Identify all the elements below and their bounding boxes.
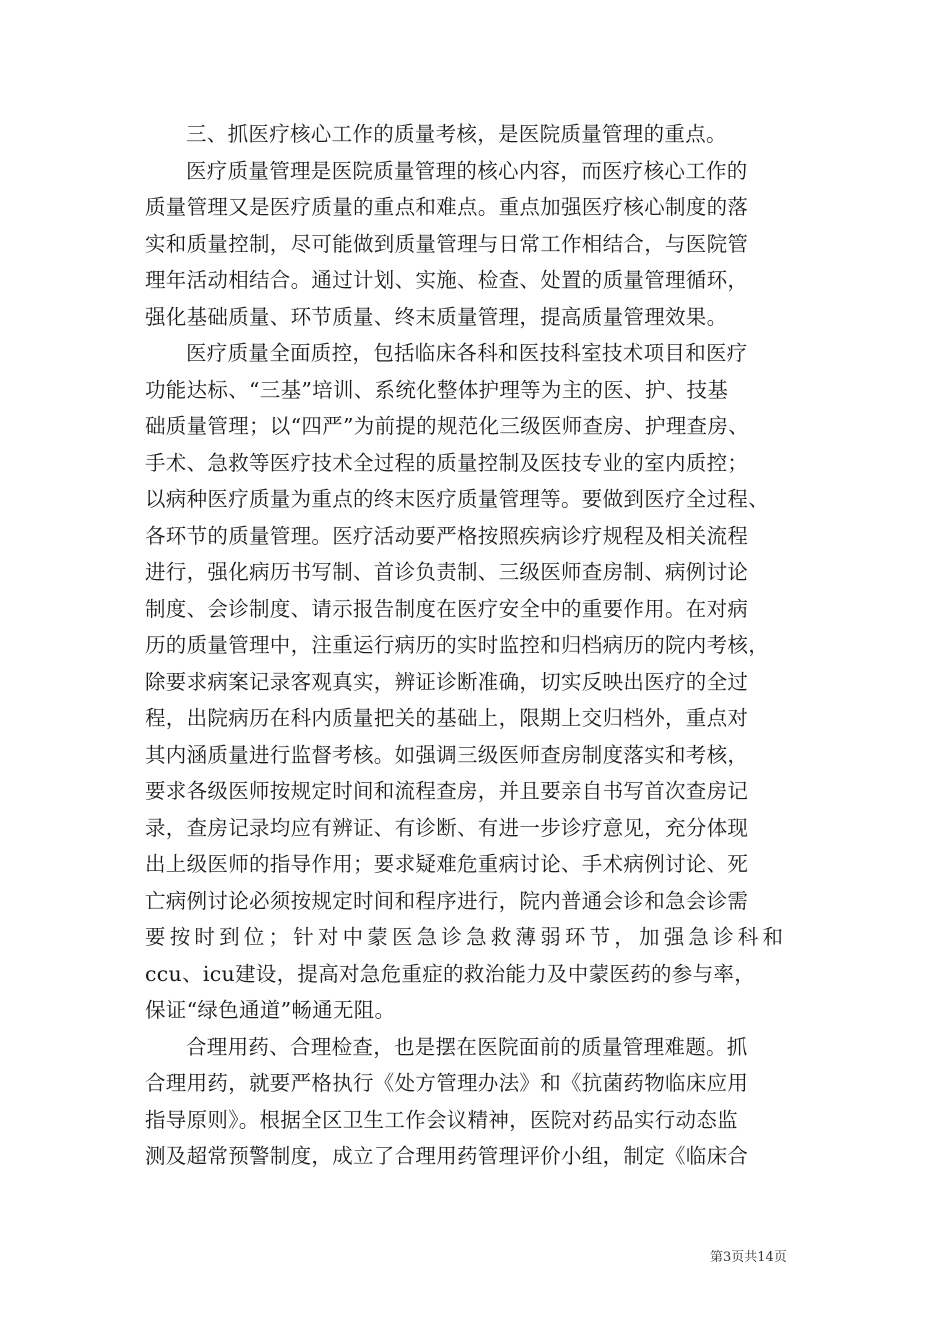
paragraph-4 [145, 1029, 825, 1175]
document-body [145, 116, 825, 1175]
text-line: 三、抓医疗核心工作的质量考核，是医院质量管理的重点。 [186, 122, 727, 146]
text-line: 进行，强化病历书写制、首诊负责制、三级医师查房制、病例讨论 [145, 560, 749, 584]
text-line: 程，出院病历在科内质量把关的基础上，限期上交归档外，重点对 [145, 706, 749, 730]
text-line: 医疗质量管理是医院质量管理的核心内容，而医疗核心工作的 [186, 158, 748, 183]
paragraph-3 [145, 335, 825, 1029]
text-line: 医疗质量全面质控，包括临床各科和医技科室技术项目和医疗 [186, 341, 748, 365]
text-line: 以病种医疗质量为重点的终末医疗质量管理等。要做到医疗全过程、 [145, 487, 769, 511]
text-line: 理年活动相结合。通过计划、实施、检查、处置的质量管理循环， [145, 268, 749, 292]
text-line: 保证“绿色通道”畅通无阻。 [145, 998, 396, 1022]
text-line: 础质量管理；以“四严”为前提的规范化三级医师查房、护理查房、 [145, 414, 749, 438]
text-line: 历的质量管理中，注重运行病历的实时监控和归档病历的院内考核， [145, 633, 769, 657]
text-line: 手术、急救等医疗技术全过程的质量控制及医技专业的室内质控； [145, 450, 749, 475]
text-line: 合理用药，就要严格执行《处方管理办法》和《抗菌药物临床应用 [145, 1071, 749, 1095]
text-line: 实和质量控制，尽可能做到质量管理与日常工作相结合，与医院管 [145, 231, 749, 256]
text-line: ccu、icu建设，提高对急危重症的救治能力及中蒙医药的参与率， [145, 961, 756, 986]
text-line: 各环节的质量管理。医疗活动要严格按照疾病诊疗规程及相关流程 [145, 523, 749, 548]
text-line: 其内涵质量进行监督考核。如强调三级医师查房制度落实和考核， [145, 742, 749, 767]
text-line: 测及超常预警制度，成立了合理用药管理评价小组，制定《临床合 [145, 1144, 749, 1168]
text-line: 除要求病案记录客观真实，辨证诊断准确，切实反映出医疗的全过 [145, 669, 749, 694]
text-line: 质量管理又是医疗质量的重点和难点。重点加强医疗核心制度的落 [145, 195, 749, 219]
text-line: 亡病例讨论必须按规定时间和程序进行，院内普通会诊和急会诊需 [145, 888, 749, 913]
text-line: 要按时到位；针对中蒙医急诊急救薄弱环节，加强急诊科和 [145, 925, 788, 949]
text-line: 指导原则》。根据全区卫生工作会议精神，医院对药品实行动态监 [145, 1107, 738, 1132]
paragraph-1 [145, 116, 825, 153]
page-number: 第3页共14页 [710, 1250, 787, 1265]
paragraph-2 [145, 153, 825, 336]
text-line: 合理用药、合理检查，也是摆在医院面前的质量管理难题。抓 [186, 1034, 748, 1059]
text-line: 出上级医师的指导作用；要求疑难危重病讨论、手术病例讨论、死 [145, 852, 749, 876]
text-line: 要求各级医师按规定时间和流程查房，并且要亲自书写首次查房记 [145, 779, 749, 803]
text-line: 强化基础质量、环节质量、终末质量管理，提高质量管理效果。 [145, 304, 728, 329]
text-line: 制度、会诊制度、请示报告制度在医疗安全中的重要作用。在对病 [145, 596, 749, 621]
text-line: 功能达标、“三基”培训、系统化整体护理等为主的医、护、技基 [145, 377, 729, 402]
text-line: 录，查房记录均应有辨证、有诊断、有进一步诊疗意见，充分体现 [145, 815, 749, 840]
